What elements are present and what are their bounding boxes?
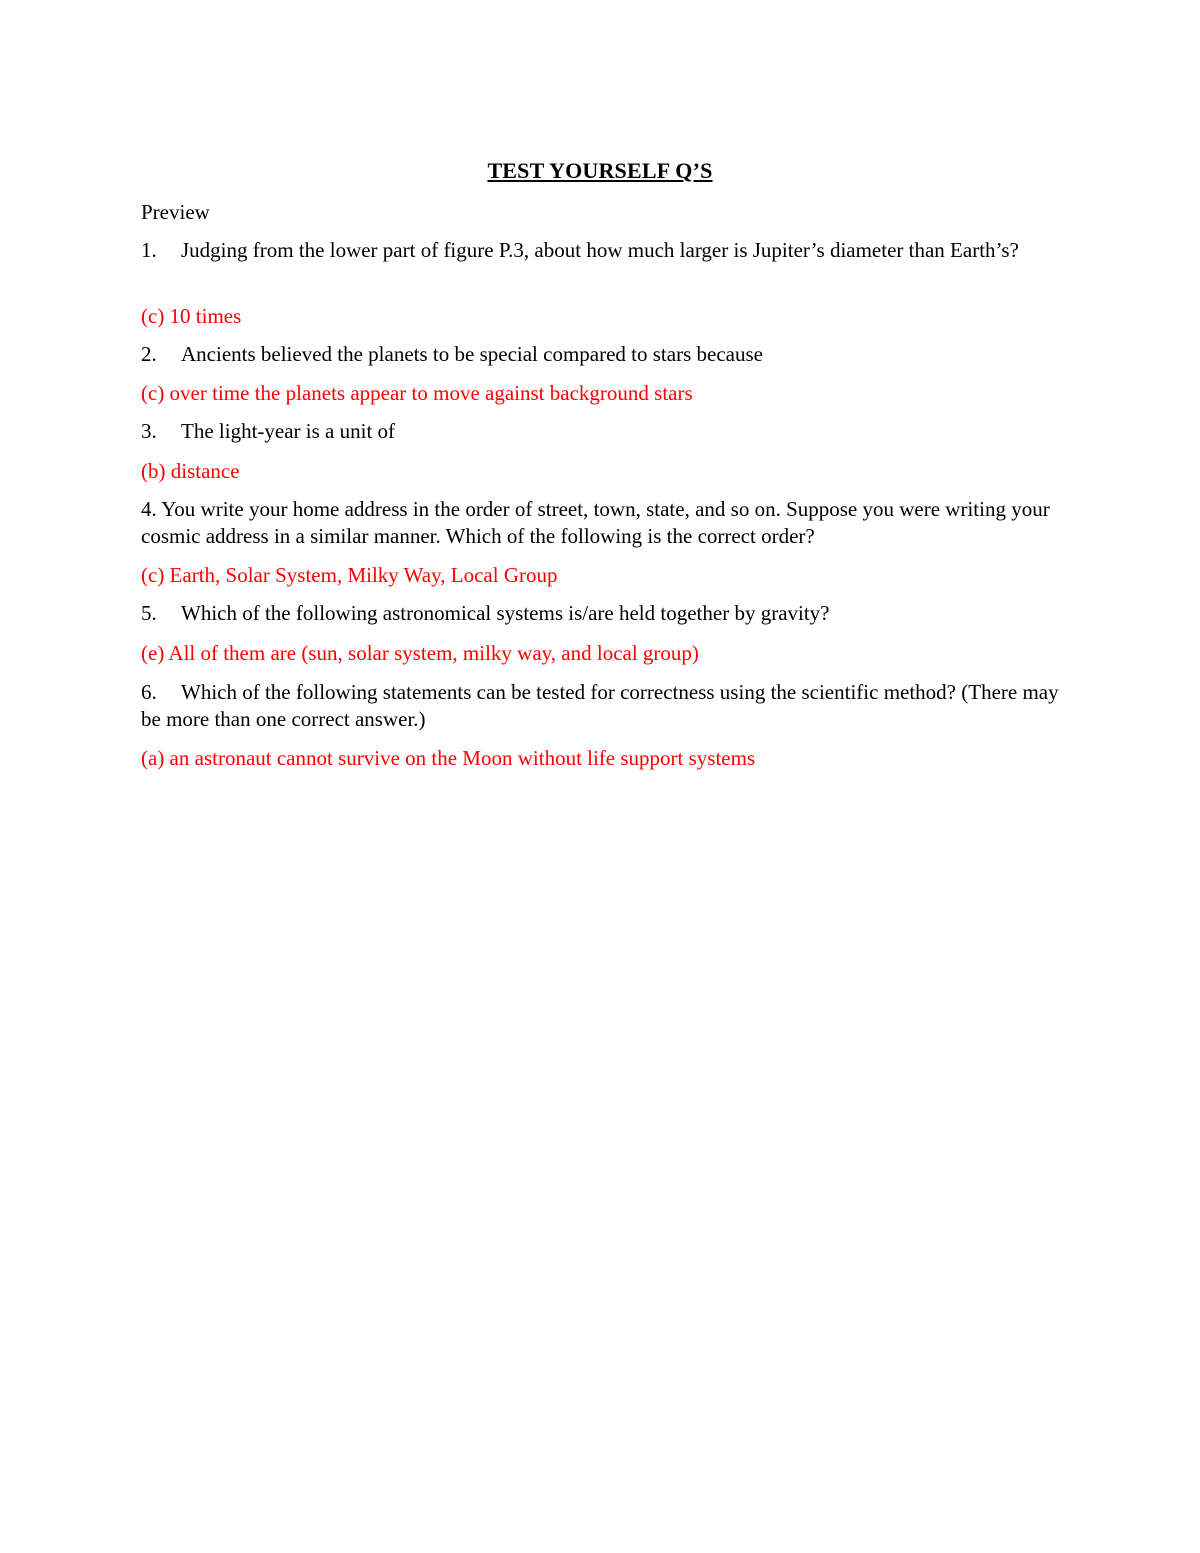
question-3-number: 3. xyxy=(141,419,157,443)
answer-5: (e) All of them are (sun, solar system, milky way, and local group) xyxy=(141,641,699,665)
section-label: Preview xyxy=(141,200,210,224)
question-4-number: 4. xyxy=(141,497,157,521)
question-2-text: Ancients believed the planets to be special compared to stars because xyxy=(181,342,763,366)
page-title: TEST YOURSELF Q’S xyxy=(487,158,713,183)
question-1-number: 1. xyxy=(141,238,157,262)
question-1 xyxy=(141,237,1061,264)
question-3 xyxy=(141,418,1061,445)
answer-1: (c) 10 times xyxy=(141,304,242,328)
question-6-text: Which of the following statements can be tested for correctness using the scientific method? (There may be more than one correct answer.) xyxy=(141,680,1059,731)
answer-2: (c) over time the planets appear to move against background stars xyxy=(141,381,693,405)
question-5 xyxy=(141,600,1061,627)
question-1-text: Judging from the lower part of figure P.3, about how much larger is Jupiter’s diameter than Earth’s? xyxy=(181,238,1019,262)
question-2-number: 2. xyxy=(141,342,157,366)
answer-4: (c) Earth, Solar System, Milky Way, Local Group xyxy=(141,563,558,587)
question-6 xyxy=(141,679,1061,733)
question-5-number: 5. xyxy=(141,601,157,625)
question-2 xyxy=(141,341,1061,368)
question-4 xyxy=(141,496,1061,550)
answer-6: (a) an astronaut cannot survive on the Moon without life support systems xyxy=(141,746,756,770)
answer-3: (b) distance xyxy=(141,459,240,483)
question-6-number: 6. xyxy=(141,680,157,704)
question-3-text: The light-year is a unit of xyxy=(181,419,396,443)
question-5-text: Which of the following astronomical systems is/are held together by gravity? xyxy=(181,601,830,625)
question-4-text: You write your home address in the order of street, town, state, and so on. Suppose you were writing your cosmic address in a similar manner. Which of the following is the correct order? xyxy=(141,497,1050,548)
